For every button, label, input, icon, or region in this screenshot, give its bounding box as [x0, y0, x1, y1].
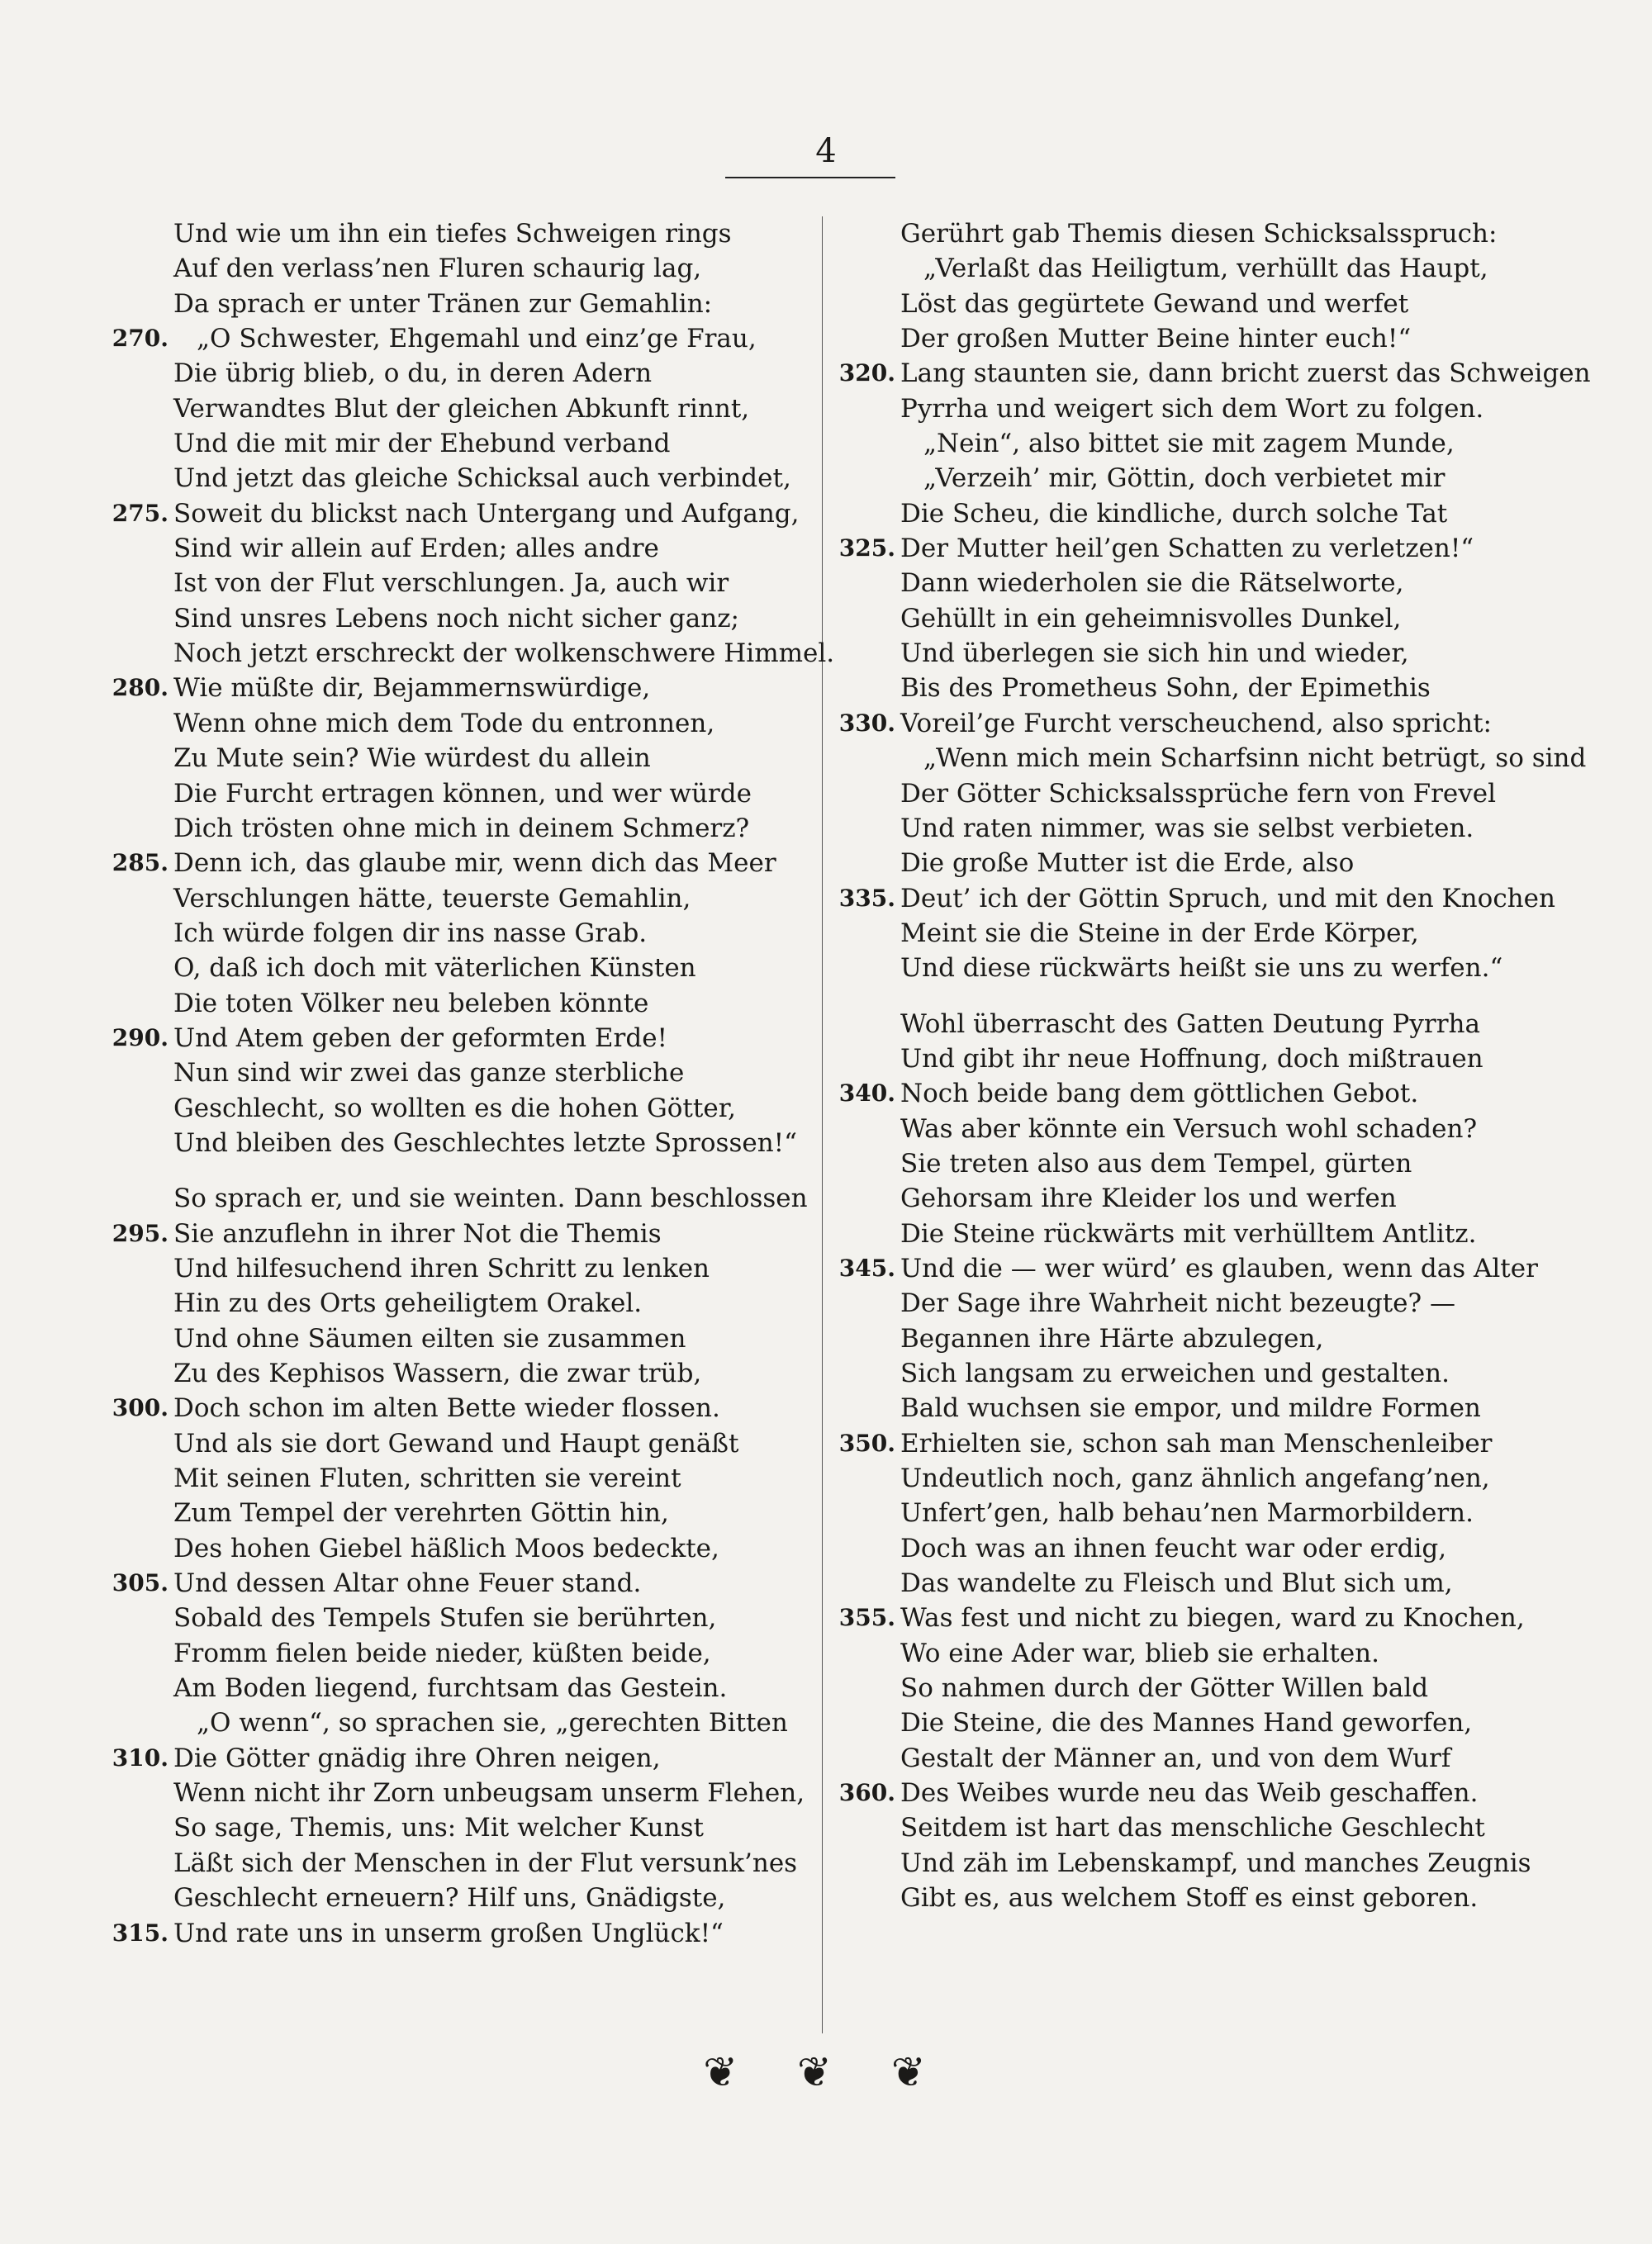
verse-line [99, 1566, 801, 1601]
line-number: 335. [838, 884, 895, 912]
verse-text: Zum Tempel der verehrten Göttin hin, [173, 1498, 669, 1529]
verse-line [99, 1881, 801, 1915]
verse-line [99, 531, 801, 566]
verse-text: Des Weibes wurde neu das Weib geschaffen. [900, 1778, 1479, 1809]
verse-text: Was aber könnte ein Versuch wohl schaden? [900, 1113, 1478, 1144]
line-number: 285. [112, 849, 169, 877]
header-rule [725, 177, 895, 178]
verse-text: Die übrig blieb, o du, in deren Adern [173, 358, 653, 389]
line-number: 340. [838, 1079, 895, 1108]
verse-line [826, 1356, 1536, 1391]
verse-line [826, 881, 1555, 916]
verse-line [826, 986, 1536, 1007]
verse-line [99, 287, 801, 321]
verse-line [826, 1391, 1536, 1426]
verse-line [826, 1881, 1536, 1915]
verse-text: Meint sie die Steine in der Erde Körper, [900, 918, 1419, 948]
verse-text: „Nein“, also bittet sie mit zagem Munde, [923, 429, 1455, 459]
verse-text: Und jetzt das gleiche Schicksal auch verbindet, [173, 463, 791, 494]
verse-line [826, 566, 1536, 600]
verse-line [826, 356, 1591, 391]
verse-line [826, 391, 1536, 426]
verse-line [826, 1496, 1536, 1530]
verse-line [826, 846, 1536, 880]
verse-text: Die Steine rückwärts mit verhülltem Antlitz. [900, 1218, 1477, 1249]
verse-line [826, 1601, 1536, 1635]
verse-text: Wie müßte dir, Bejammernswürdige, [173, 673, 651, 704]
verse-text: „Verlaßt das Heiligtum, verhüllt das Haupt, [923, 254, 1488, 284]
verse-line [99, 1916, 801, 1951]
verse-line [99, 986, 801, 1021]
verse-line [99, 1601, 801, 1635]
verse-text: Gibt es, aus welchem Stoff es einst geboren. [900, 1883, 1479, 1914]
verse-text: So nahmen durch der Götter Willen bald [900, 1673, 1429, 1704]
verse-line [826, 671, 1536, 705]
verse-line [826, 1112, 1536, 1146]
verse-text: Sich langsam zu erweichen und gestalten. [900, 1359, 1450, 1388]
verse-text: O, daß ich doch mit väterlichen Künsten [173, 953, 696, 984]
verse-text: Soweit du blickst nach Untergang und Aufgang, [173, 498, 800, 529]
verse-text: Des hohen Giebel häßlich Moos bedeckte, [173, 1533, 719, 1563]
verse-line [826, 1741, 1536, 1776]
verse-line [99, 1671, 801, 1706]
line-number: 280. [112, 674, 169, 702]
line-number: 305. [112, 1569, 169, 1597]
line-number: 310. [112, 1743, 169, 1772]
verse-text: Denn ich, das glaube mir, wenn dich das Meer [173, 848, 776, 879]
verse-line [826, 1846, 1536, 1881]
verse-line [826, 706, 1536, 741]
verse-text: Ist von der Flut verschlungen. Ja, auch wir [173, 568, 729, 599]
verse-text: Ich würde folgen dir ins nasse Grab. [173, 918, 648, 948]
verse-line [826, 321, 1536, 356]
verse-text: Die Furcht ertragen können, und wer würde [173, 778, 752, 809]
line-number: 360. [838, 1779, 895, 1807]
line-number: 295. [112, 1219, 169, 1247]
verse-text: Voreil’ge Furcht verscheuchend, also spricht: [900, 708, 1492, 738]
verse-text: Und ohne Säumen eilten sie zusammen [173, 1323, 686, 1354]
line-number: 325. [838, 534, 895, 562]
verse-line [99, 1531, 801, 1566]
verse-text: So sprach er, und sie weinten. Dann beschlossen [173, 1184, 808, 1214]
verse-text: Pyrrha und weigert sich dem Wort zu folgen. [900, 393, 1484, 424]
column-divider [822, 216, 823, 2033]
verse-line [826, 1671, 1536, 1706]
verse-line [99, 1217, 801, 1251]
verse-line [826, 601, 1536, 636]
verse-line [826, 1706, 1536, 1740]
verse-text: Verschlungen hätte, teuerste Gemahlin, [173, 883, 691, 913]
verse-text: Hin zu des Orts geheiligtem Orakel. [173, 1288, 643, 1319]
verse-line [99, 426, 801, 461]
verse-line [826, 461, 1536, 496]
verse-text: Sie anzuflehn in ihrer Not die Themis [173, 1218, 662, 1249]
verse-text: Auf den verlass’nen Fluren schaurig lag, [173, 254, 702, 284]
verse-line [99, 741, 801, 776]
verse-text: Sind unsres Lebens noch nicht sicher ganz; [173, 603, 739, 633]
verse-text: Gehüllt in ein geheimnisvolles Dunkel, [900, 603, 1402, 633]
verse-line [99, 1426, 801, 1461]
verse-line [826, 951, 1536, 985]
line-number: 350. [838, 1429, 895, 1457]
verse-text: Gestalt der Männer an, und von dem Wurf [900, 1743, 1451, 1773]
verse-line [99, 1286, 801, 1321]
verse-text: Bis des Prometheus Sohn, der Epimethis [900, 673, 1431, 704]
verse-line [826, 216, 1536, 251]
verse-line [826, 1251, 1536, 1286]
verse-line [826, 1566, 1536, 1601]
verse-text: Wo eine Ader war, blieb sie erhalten. [900, 1638, 1379, 1668]
verse-line [826, 287, 1536, 321]
verse-text: Deut’ ich der Göttin Spruch, und mit den Knochen [900, 883, 1555, 913]
verse-text: „O wenn“, so sprachen sie, „gerechten Bitten [197, 1708, 788, 1739]
verse-text: Geschlecht erneuern? Hilf uns, Gnädigste, [173, 1883, 726, 1914]
verse-text: Der Götter Schicksalssprüche fern von Frevel [900, 778, 1497, 809]
verse-line [99, 1810, 801, 1845]
verse-text: Nun sind wir zwei das ganze sterbliche [173, 1058, 685, 1089]
verse-line [826, 1076, 1536, 1111]
verse-text: Löst das gegürtete Gewand und werfet [900, 288, 1409, 319]
verse-text: Wenn nicht ihr Zorn unbeugsam unserm Flehen, [173, 1778, 805, 1809]
verse-line [99, 1776, 805, 1810]
verse-text: Und rate uns in unserm großen Unglück!“ [173, 1918, 724, 1948]
verse-text: Undeutlich noch, ganz ähnlich angefang’nen, [900, 1464, 1490, 1494]
verse-line [99, 1356, 801, 1391]
line-number: 345. [838, 1254, 895, 1282]
verse-line [99, 496, 801, 531]
verse-text: Und wie um ihn ein tiefes Schweigen rings [173, 219, 732, 249]
verse-text: Fromm fielen beide nieder, küßten beide, [173, 1638, 711, 1668]
line-number: 330. [838, 709, 895, 737]
left-column [99, 216, 835, 1951]
verse-line [826, 1286, 1536, 1321]
verse-text: Am Boden liegend, furchtsam das Gestein. [173, 1673, 728, 1704]
verse-text: Doch schon im alten Bette wieder flossen. [173, 1393, 720, 1424]
verse-line [99, 216, 801, 251]
verse-line [99, 1251, 801, 1286]
verse-line [99, 916, 801, 951]
verse-text: Mit seinen Fluten, schritten sie vereint [173, 1464, 681, 1494]
verse-line [99, 881, 801, 916]
verse-line [99, 566, 801, 600]
verse-text: „Verzeih’ mir, Göttin, doch verbietet mir [923, 463, 1446, 494]
verse-text: Dann wiederholen sie die Rätselworte, [900, 568, 1404, 599]
verse-line [826, 1041, 1536, 1076]
verse-text: Und die mit mir der Ehebund verband [173, 429, 671, 459]
verse-text: Der großen Mutter Beine hinter euch!“ [900, 324, 1412, 354]
verse-line [99, 846, 801, 880]
right-column [826, 216, 1591, 1916]
verse-line [826, 426, 1536, 461]
verse-line [99, 1706, 801, 1740]
verse-text: Unfert’gen, halb behau’nen Marmorbildern. [900, 1498, 1474, 1529]
verse-text: Bald wuchsen sie empor, und mildre Formen [900, 1393, 1481, 1424]
verse-text: Und die — wer würd’ es glauben, wenn das Alter [900, 1253, 1538, 1283]
verse-text: Erhielten sie, schon sah man Menschenleiber [900, 1428, 1493, 1459]
verse-text: Läßt sich der Menschen in der Flut versunk’nes [173, 1848, 798, 1878]
verse-text: Doch was an ihnen feucht war oder erdig, [900, 1533, 1447, 1563]
verse-line [826, 1776, 1536, 1810]
verse-line [99, 1741, 801, 1776]
verse-text: Noch jetzt erschreckt der wolkenschwere Himmel. [173, 638, 835, 669]
verse-line [99, 461, 801, 496]
verse-text: Gerührt gab Themis diesen Schicksalsspruch: [900, 219, 1498, 249]
verse-text: Die große Mutter ist die Erde, also [900, 848, 1355, 879]
verse-text: Gehorsam ihre Kleider los und werfen [900, 1184, 1397, 1214]
verse-text: Noch beide bang dem göttlichen Gebot. [900, 1079, 1419, 1109]
verse-text: Sind wir allein auf Erden; alles andre [173, 534, 659, 564]
verse-line [826, 496, 1536, 531]
verse-line [826, 1531, 1536, 1566]
verse-line [826, 811, 1536, 846]
verse-line [99, 1636, 801, 1671]
verse-line [99, 811, 801, 846]
verse-text: Zu Mute sein? Wie würdest du allein [173, 743, 651, 774]
verse-line [99, 1461, 801, 1496]
verse-text: Dich trösten ohne mich in deinem Schmerz? [173, 813, 750, 843]
verse-line [99, 1126, 801, 1160]
verse-line [826, 636, 1536, 671]
verse-line [99, 1181, 808, 1216]
verse-text: Wohl überrascht des Gatten Deutung Pyrrha [900, 1008, 1480, 1039]
verse-text: Der Sage ihre Wahrheit nicht bezeugte? — [900, 1288, 1455, 1319]
verse-line [826, 1426, 1536, 1461]
verse-text: Die Steine, die des Mannes Hand geworfen, [900, 1708, 1473, 1739]
verse-text: Das wandelte zu Fleisch und Blut sich um, [900, 1568, 1453, 1599]
verse-line [99, 321, 801, 356]
verse-text: Verwandtes Blut der gleichen Abkunft rinnt, [173, 393, 750, 424]
line-number: 275. [112, 499, 169, 527]
verse-text: Begannen ihre Härte abzulegen, [900, 1323, 1324, 1354]
verse-text: Die Götter gnädig ihre Ohren neigen, [173, 1743, 661, 1773]
verse-line [826, 776, 1536, 811]
line-number: 290. [112, 1023, 169, 1051]
verse-text: Und raten nimmer, was sie selbst verbieten. [900, 813, 1474, 843]
verse-line [826, 1461, 1536, 1496]
verse-text: Die toten Völker neu beleben könnte [173, 988, 649, 1018]
verse-text: Und überlegen sie sich hin und wieder, [900, 638, 1409, 669]
verse-line [99, 391, 801, 426]
verse-line [99, 251, 801, 286]
verse-line [99, 1846, 801, 1881]
verse-line [99, 1391, 801, 1426]
verse-text: Und bleiben des Geschlechtes letzte Sprossen!“ [173, 1127, 797, 1158]
verse-line [99, 601, 801, 636]
verse-line [99, 1056, 801, 1090]
verse-text: Und als sie dort Gewand und Haupt genäßt [173, 1428, 739, 1459]
verse-line [826, 1810, 1536, 1845]
verse-text: Der Mutter heil’gen Schatten zu verletzen!“ [900, 534, 1474, 564]
page-number: 4 [815, 132, 837, 170]
verse-line [826, 1321, 1536, 1356]
verse-line [826, 916, 1536, 951]
verse-line [99, 706, 801, 741]
verse-text: „Wenn mich mein Scharfsinn nicht betrügt, so sind [923, 743, 1587, 774]
verse-text: Und gibt ihr neue Hoffnung, doch mißtrauen [900, 1043, 1483, 1074]
verse-line [99, 1496, 801, 1530]
verse-text: Und hilfesuchend ihren Schritt zu lenken [173, 1253, 710, 1283]
verse-text: Lang staunten sie, dann bricht zuerst das Schweigen [900, 358, 1591, 389]
verse-line [99, 1021, 801, 1056]
line-number: 270. [112, 325, 169, 353]
verse-text: „O Schwester, Ehgemahl und einz’ge Frau, [197, 324, 757, 354]
verse-line [99, 1091, 801, 1126]
verse-text: Sobald des Tempels Stufen sie berührten, [173, 1603, 717, 1634]
verse-line [826, 1181, 1536, 1216]
verse-text: Geschlecht, so wollten es die hohen Götter, [173, 1093, 736, 1123]
verse-line [99, 951, 801, 985]
verse-line [826, 1636, 1536, 1671]
line-number: 315. [112, 1919, 169, 1947]
line-number: 300. [112, 1394, 169, 1422]
verse-text: Seitdem ist hart das menschliche Geschlecht [900, 1813, 1485, 1843]
verse-line [826, 1217, 1536, 1251]
verse-text: Was fest und nicht zu biegen, ward zu Knochen, [900, 1603, 1525, 1634]
verse-text: Da sprach er unter Tränen zur Gemahlin: [173, 288, 713, 319]
verse-text: Und zäh im Lebenskampf, und manches Zeugnis [900, 1848, 1531, 1878]
verse-line [99, 776, 801, 811]
verse-line [99, 356, 801, 391]
verse-line [826, 531, 1536, 566]
verse-line [99, 636, 835, 671]
verse-text: Und diese rückwärts heißt sie uns zu werfen.“ [900, 953, 1503, 984]
line-number: 320. [838, 359, 895, 387]
verse-text: Zu des Kephisos Wassern, die zwar trüb, [173, 1359, 702, 1388]
verse-line [826, 741, 1587, 776]
verse-text: Die Scheu, die kindliche, durch solche Tat [900, 498, 1448, 529]
verse-line [99, 1160, 801, 1181]
verse-text: Sie treten also aus dem Tempel, gürten [900, 1148, 1412, 1179]
verse-line [826, 1007, 1536, 1041]
verse-line [826, 251, 1536, 286]
verse-line [99, 671, 801, 705]
verse-line [99, 1321, 801, 1356]
verse-line [826, 1146, 1536, 1181]
verse-text: Und Atem geben der geformten Erde! [173, 1022, 668, 1053]
line-number: 355. [838, 1604, 895, 1632]
verse-text: Und dessen Altar ohne Feuer stand. [173, 1568, 642, 1599]
verse-text: Wenn ohne mich dem Tode du entronnen, [173, 708, 715, 738]
verse-text: So sage, Themis, uns: Mit welcher Kunst [173, 1813, 704, 1843]
ornament-fleurons: ❦ ❦ ❦ [703, 2048, 949, 2096]
